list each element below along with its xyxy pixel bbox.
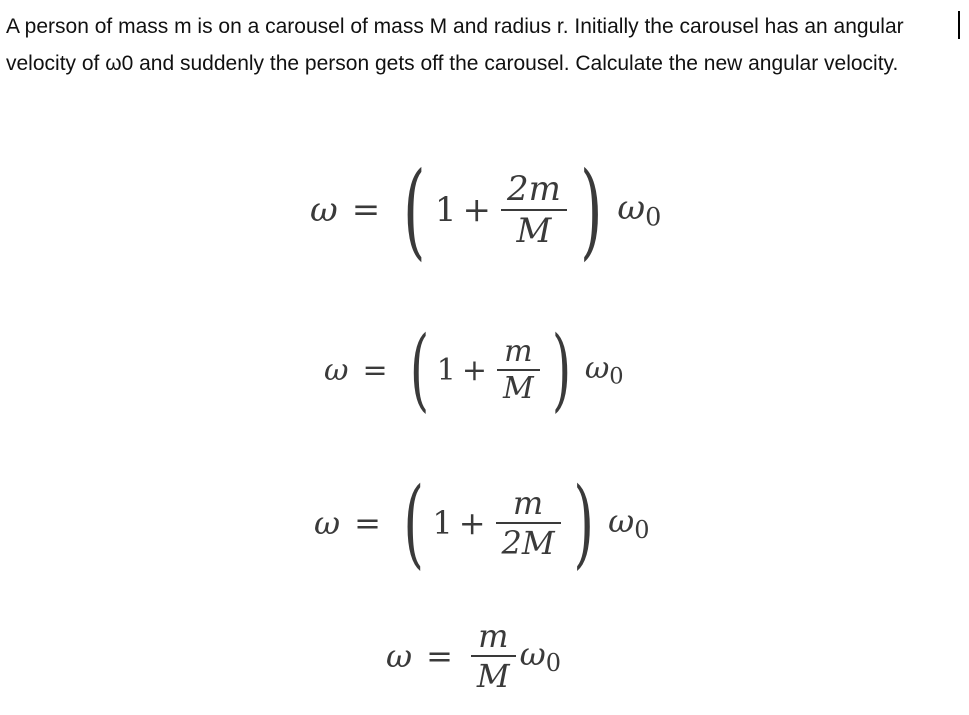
question-text: A person of mass m is on a carousel of mass M and radius r. Initially the carousel has an angular velocity of ω0 and suddenly the person gets off the carousel. Calculate the new angular velocity.: [6, 15, 904, 75]
left-paren: (: [403, 149, 426, 271]
numerator: m: [512, 484, 544, 522]
right-paren: ): [573, 467, 594, 579]
omega-zero: $\omega_0$: [617, 187, 662, 233]
plus-sign: +: [458, 504, 486, 542]
right-paren: ): [551, 317, 571, 422]
left-paren: (: [409, 317, 429, 422]
fraction: [496, 484, 561, 562]
equals-sign: =: [426, 637, 453, 675]
right-paren: ): [579, 149, 603, 271]
equals-sign: =: [362, 352, 388, 388]
fraction: [471, 617, 516, 695]
omega-zero: $\omega_0$: [519, 635, 562, 677]
omega-symbol: ω: [310, 190, 338, 230]
equation-option-2[interactable]: [324, 317, 624, 422]
fraction: [501, 169, 567, 251]
denominator: M: [516, 211, 552, 251]
plus-sign: +: [461, 352, 487, 388]
omega-symbol: ω: [324, 352, 349, 388]
plus-sign: +: [462, 190, 491, 230]
omega-symbol: ω: [386, 637, 413, 675]
denominator: M: [476, 657, 510, 695]
omega-zero: $\omega_0$: [608, 502, 650, 544]
numerator: 2m: [506, 169, 561, 209]
one: 1: [432, 504, 453, 542]
equals-sign: =: [354, 504, 381, 542]
fraction: [497, 334, 540, 406]
denominator: 2M: [501, 524, 555, 562]
numerator: m: [478, 617, 509, 655]
text-cursor: [958, 11, 960, 39]
one: 1: [436, 352, 456, 388]
equation-option-4[interactable]: [386, 617, 561, 695]
omega-zero: $\omega_0$: [584, 350, 624, 390]
omega-symbol: ω: [314, 504, 341, 542]
equation-option-3[interactable]: [314, 467, 650, 579]
equation-option-1[interactable]: [310, 149, 662, 271]
left-paren: (: [403, 467, 424, 579]
equals-sign: =: [351, 190, 381, 230]
one: 1: [434, 190, 457, 230]
numerator: m: [504, 334, 533, 369]
denominator: M: [502, 371, 534, 406]
